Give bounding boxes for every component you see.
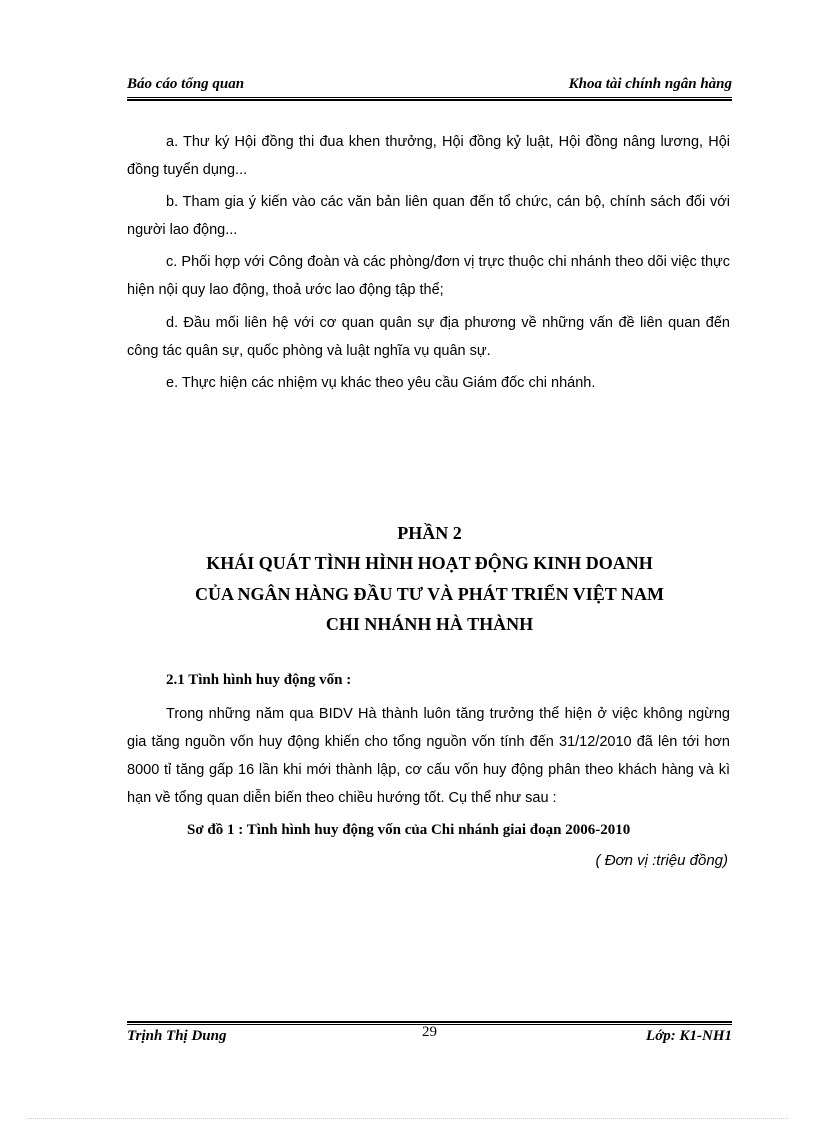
header-faculty: Khoa tài chính ngân hàng bbox=[568, 76, 732, 92]
header-rule-thick bbox=[127, 99, 732, 101]
part-number: PHẦN 2 bbox=[397, 523, 462, 543]
footer-rule-thick bbox=[127, 1021, 732, 1023]
body-item-e: e. Thực hiện các nhiệm vụ khác theo yêu cầu Giám đốc chi nhánh. bbox=[166, 375, 596, 391]
page-number: 29 bbox=[422, 1024, 437, 1040]
body-item-c: c. Phối hợp với Công đoàn và các phòng/đơn vị trực thuộc chi nhánh theo dõi việc thực hiện nội quy lao động, thoả ước lao động tập thể; bbox=[127, 254, 730, 298]
section-heading: 2.1 Tình hình huy động vốn : bbox=[166, 672, 352, 688]
part-title-line2: CỦA NGÂN HÀNG ĐẦU TƯ VÀ PHÁT TRIỂN VIỆT NAM bbox=[195, 584, 664, 604]
footer-class: Lớp: K1-NH1 bbox=[646, 1028, 732, 1044]
footer-author: Trịnh Thị Dung bbox=[127, 1028, 227, 1044]
body-item-d: d. Đầu mối liên hệ với cơ quan quân sự địa phương về những vấn đề liên quan đến công tác quân sự, quốc phòng và luật nghĩa vụ quân sự. bbox=[127, 315, 730, 359]
part-title-line1: KHÁI QUÁT TÌNH HÌNH HOẠT ĐỘNG KINH DOANH bbox=[206, 553, 653, 573]
part-title-line3: CHI NHÁNH HÀ THÀNH bbox=[325, 614, 534, 634]
section-paragraph: Trong những năm qua BIDV Hà thành luôn tăng trưởng thể hiện ở việc không ngừng gia tăng nguồn vốn huy động khiến cho tổng nguồn vốn tính đến 31/12/2010 đã lên tới hơn 8000 tỉ tăng gấp 16 lần khi mới thành lập, cơ cấu vốn huy động phân theo khách hàng và kì hạn về tổng quan diễn biến theo chiều hướng tốt. Cụ thể như sau : bbox=[127, 706, 730, 806]
figure-caption: Sơ đồ 1 : Tình hình huy động vốn của Chi nhánh giai đoạn 2006-2010 bbox=[187, 822, 631, 838]
body-item-b: b. Tham gia ý kiến vào các văn bản liên quan đến tổ chức, cán bộ, chính sách đối với người lao động... bbox=[127, 194, 730, 238]
header-rule-thin bbox=[127, 97, 732, 98]
page-edge-line bbox=[28, 1118, 788, 1119]
body-item-a: a. Thư ký Hội đồng thi đua khen thưởng, Hội đồng kỷ luật, Hội đồng nâng lương, Hội đồng tuyển dụng... bbox=[127, 134, 730, 178]
unit-note: ( Đơn vị :triệu đồng) bbox=[595, 852, 728, 869]
page-footer bbox=[127, 1024, 732, 1052]
page-header bbox=[127, 74, 732, 96]
header-report-title: Báo cáo tổng quan bbox=[127, 76, 245, 92]
